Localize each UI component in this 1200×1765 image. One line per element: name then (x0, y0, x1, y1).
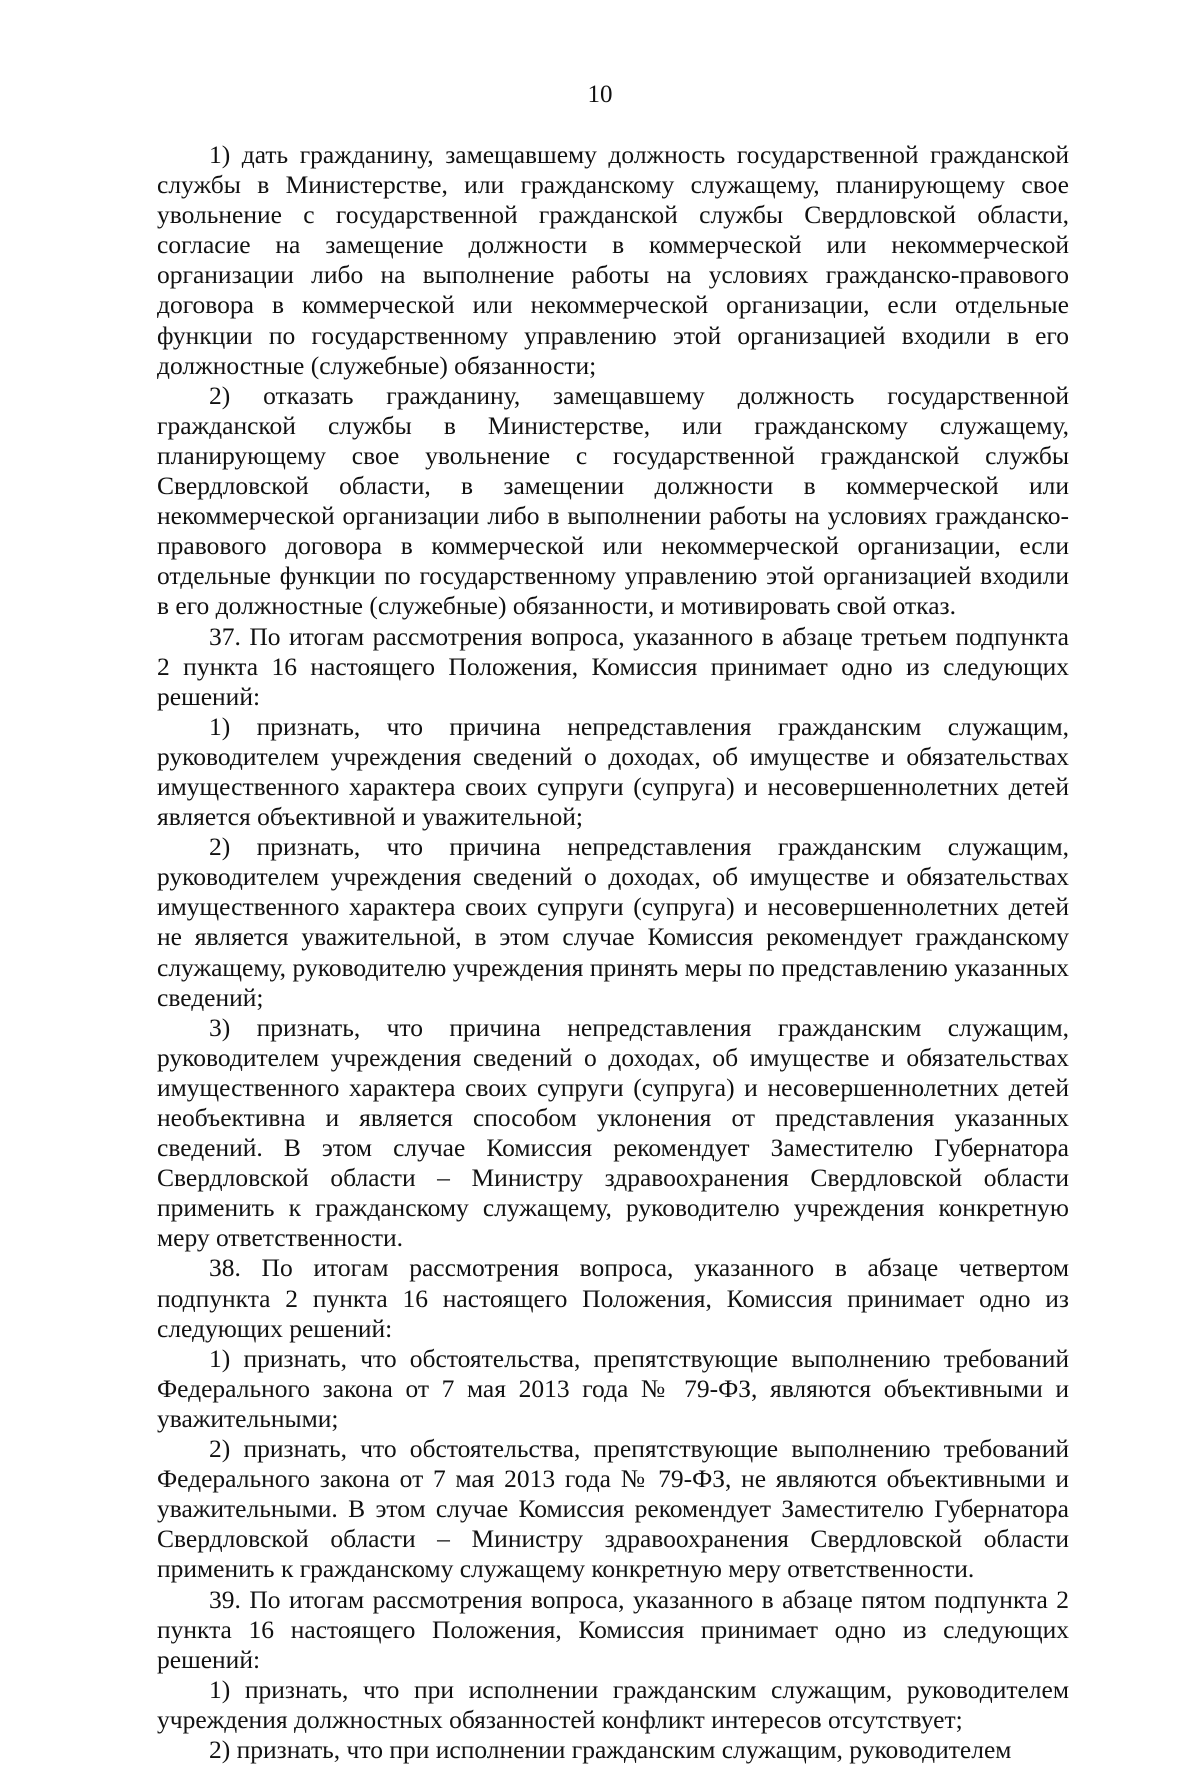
page-number: 10 (587, 81, 613, 108)
paragraph-37-item-3: 3) признать, что причина непредставления гражданским служащим, руководителем учреждения сведений о доходах, об имуществе и обязательствах имущественного характера своих супруги (супруга) и несовершеннолетних детей необъективна и является способом уклонения от представления указанных сведений. В этом случае Комиссия рекомендует Заместителю Губернатора Свердловской области – Министру здравоохранения Свердловской области применить к гражданскому служащему, руководителю учреждения конкретную меру ответственности. (157, 1012, 1069, 1253)
paragraph-39-item-2: 2) признать, что при исполнении гражданским служащим, руководителем (209, 1734, 1012, 1764)
paragraph-39-item-1: 1) признать, что при исполнении гражданским служащим, руководителем учреждения должностных обязанностей конфликт интересов отсутствует; (157, 1674, 1069, 1734)
paragraph-37-item-1: 1) признать, что причина непредставления гражданским служащим, руководителем учреждения сведений о доходах, об имуществе и обязательствах имущественного характера своих супруги (супруга) и несовершеннолетних детей является объективной и уважительной; (157, 711, 1069, 832)
paragraph-38-item-1: 1) признать, что обстоятельства, препятствующие выполнению требований Федерального закона от 7 мая 2013 года № 79-ФЗ, являются объективными и уважительными; (157, 1343, 1069, 1433)
paragraph-39: 39. По итогам рассмотрения вопроса, указанного в абзаце пятом подпункта 2 пункта 16 настоящего Положения, Комиссия принимает одно из следующих решений: (157, 1584, 1069, 1674)
paragraph-38-item-2: 2) признать, что обстоятельства, препятствующие выполнению требований Федерального закона от 7 мая 2013 года № 79-ФЗ, не являются объективными и уважительными. В этом случае Комиссия рекомендует Заместителю Губернатора Свердловской области – Министру здравоохранения Свердловской области применить к гражданскому служащему конкретную меру ответственности. (157, 1434, 1069, 1584)
paragraph-37: 37. По итогам рассмотрения вопроса, указанного в абзаце третьем подпункта 2 пункта 16 настоящего Положения, Комиссия принимает одно из следующих решений: (157, 621, 1069, 711)
paragraph-36-item-2: 2) отказать гражданину, замещавшему должность государственной гражданской службы в Министерстве, или гражданскому служащему, планирующему свое увольнение с государственной гражданской службы Свердловской области, в замещении должности в коммерческой или некоммерческой организации либо в выполнении работы на условиях гражданско-правового договора в коммерческой или некоммерческой организации, если отдельные функции по государственному управлению этой организацией входили в его должностные (служебные) обязанности, и мотивировать свой отказ. (157, 380, 1069, 621)
paragraph-37-item-2: 2) признать, что причина непредставления гражданским служащим, руководителем учреждения сведений о доходах, об имуществе и обязательствах имущественного характера своих супруги (супруга) и несовершеннолетних детей не является уважительной, в этом случае Комиссия рекомендует гражданскому служащему, руководителю учреждения принять меры по представлению указанных сведений; (157, 832, 1069, 1012)
document-body (157, 140, 1069, 1765)
paragraph-36-item-1: 1) дать гражданину, замещавшему должность государственной гражданской службы в Министерстве, или гражданскому служащему, планирующему свое увольнение с государственной гражданской службы Свердловской области, согласие на замещение должности в коммерческой или некоммерческой организации либо на выполнение работы на условиях гражданско-правового договора в коммерческой или некоммерческой организации, если отдельные функции по государственному управлению этой организацией входили в его должностные (служебные) обязанности; (157, 140, 1069, 380)
paragraph-38: 38. По итогам рассмотрения вопроса, указанного в абзаце четвертом подпункта 2 пункта 16 настоящего Положения, Комиссия принимает одно из следующих решений: (157, 1253, 1069, 1343)
